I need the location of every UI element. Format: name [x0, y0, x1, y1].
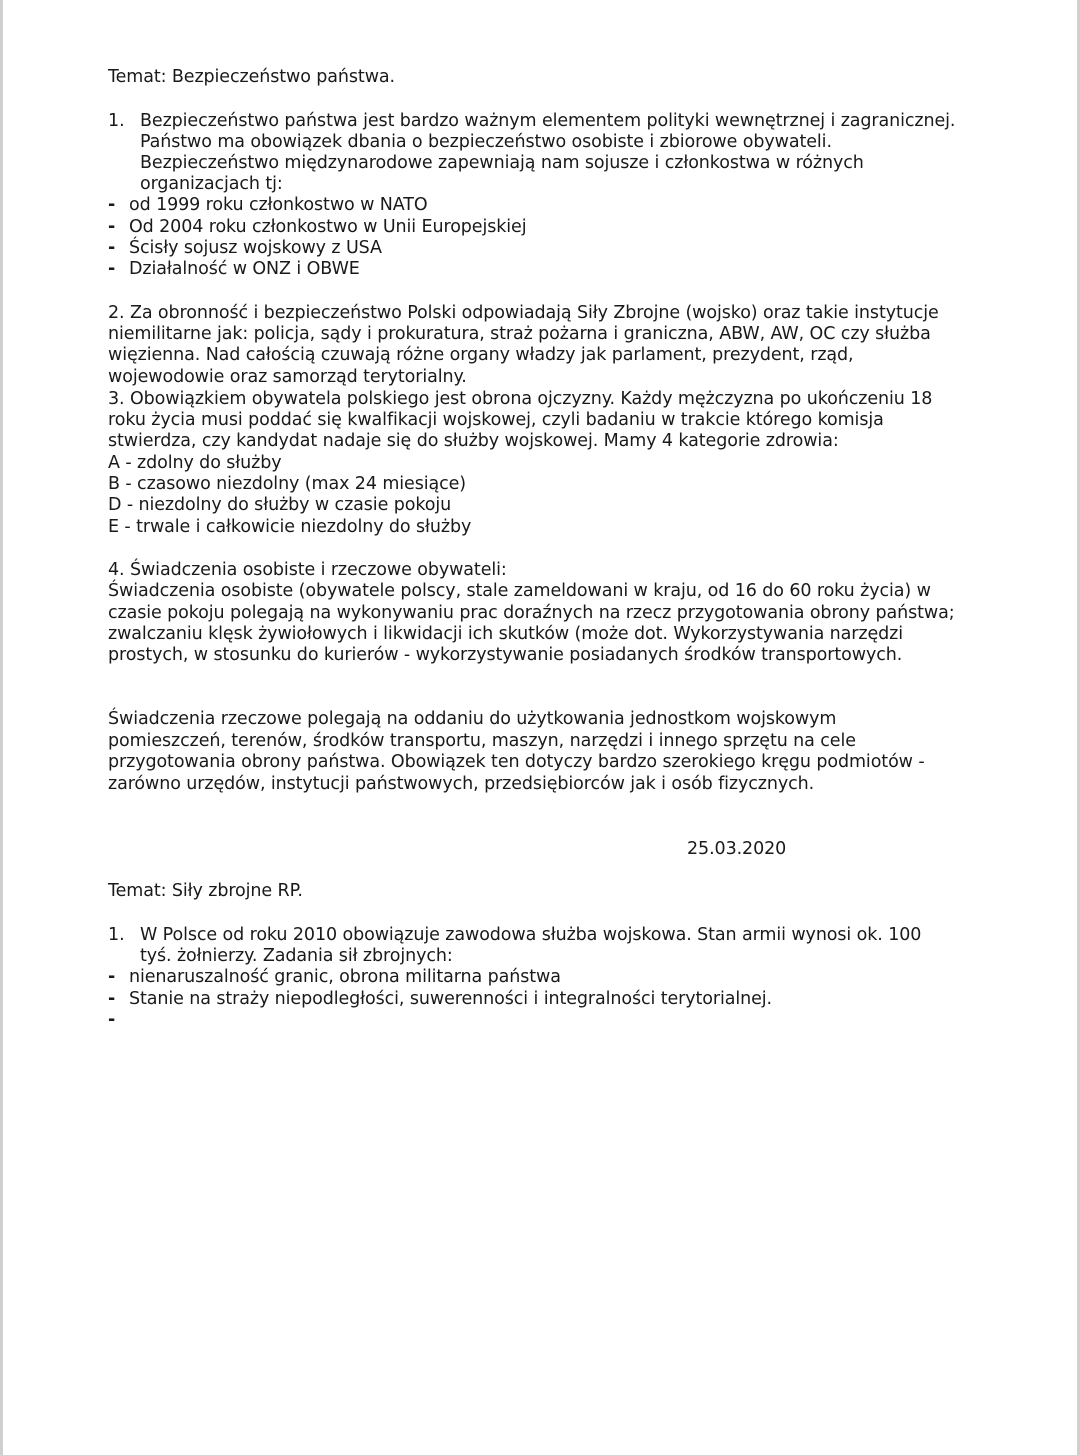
item1-bullet-1: od 1999 roku członkostwo w NATO	[129, 195, 428, 215]
section1-title: Temat: Bezpieczeństwo państwa.	[108, 67, 395, 87]
item4b-line-2: pomieszczeń, terenów, środków transportu, maszyn, narzędzi i innego sprzętu na cele	[108, 731, 856, 751]
item1-bullet-4: Działalność w ONZ i OBWE	[129, 259, 360, 279]
bullet-dash: -	[108, 1010, 116, 1030]
item4-heading: 4. Świadczenia osobiste i rzeczowe obywateli:	[108, 560, 507, 580]
category-e: E - trwale i całkowicie niezdolny do służby	[108, 517, 472, 537]
item4b-line-1: Świadczenia rzeczowe polegają na oddaniu do użytkowania jednostkom wojskowym	[108, 709, 837, 729]
item2-line-1: 2. Za obronność i bezpieczeństwo Polski odpowiadają Siły Zbrojne (wojsko) oraz takie instytucje	[108, 303, 939, 323]
item4-line-5: prostych, w stosunku do kurierów - wykorzystywanie posiadanych środków transportowych.	[108, 645, 903, 665]
item3-line-3: stwierdza, czy kandydat nadaje się do służby wojskowej. Mamy 4 kategorie zdrowia:	[108, 431, 839, 451]
section2-title: Temat: Siły zbrojne RP.	[108, 881, 303, 901]
bullet-dash: -	[108, 238, 116, 258]
bullet-dash: -	[108, 989, 116, 1009]
item4-line-3: czasie pokoju polegają na wykonywaniu prac doraźnych na rzecz przygotowania obrony państwa;	[108, 603, 955, 623]
item1-bullet-3: Ścisły sojusz wojskowy z USA	[129, 238, 382, 258]
item1-line-1: Bezpieczeństwo państwa jest bardzo ważnym elementem polityki wewnętrznej i zagranicznej.	[140, 111, 956, 131]
item1-line-2: Państwo ma obowiązek dbania o bezpieczeństwo osobiste i zbiorowe obywateli.	[140, 132, 832, 152]
category-d: D - niezdolny do służby w czasie pokoju	[108, 495, 452, 515]
section2-item1-number: 1.	[108, 925, 125, 945]
bullet-dash: -	[108, 195, 116, 215]
section2-bullet-2: Stanie na straży niepodległości, suwerenności i integralności terytorialnej.	[129, 989, 772, 1009]
category-a: A - zdolny do służby	[108, 453, 282, 473]
item2-line-3: więzienna. Nad całością czuwają różne organy władzy jak parlament, prezydent, rząd,	[108, 345, 854, 365]
item1-line-3: Bezpieczeństwo międzynarodowe zapewniają nam sojusze i członkostwa w różnych	[140, 153, 864, 173]
item4b-line-4: zarówno urzędów, instytucji państwowych, przedsiębiorców jak i osób fizycznych.	[108, 774, 815, 794]
document-date: 25.03.2020	[687, 839, 787, 859]
bullet-dash: -	[108, 967, 116, 987]
item1-line-4: organizacjach tj:	[140, 174, 283, 194]
section2-item1-line-2: tyś. żołnierzy. Zadania sił zbrojnych:	[140, 946, 453, 966]
item2-line-2: niemilitarne jak: policja, sądy i prokuratura, straż pożarna i graniczna, ABW, AW, OC czy służba	[108, 324, 931, 344]
item3-line-1: 3. Obowiązkiem obywatela polskiego jest obrona ojczyzny. Każdy mężczyzna po ukończeniu 18	[108, 389, 933, 409]
item1-number: 1.	[108, 111, 125, 131]
item1-bullet-2: Od 2004 roku członkostwo w Unii Europejskiej	[129, 217, 527, 237]
item4b-line-3: przygotowania obrony państwa. Obowiązek ten dotyczy bardzo szerokiego kręgu podmiotów -	[108, 752, 925, 772]
category-b: B - czasowo niezdolny (max 24 miesiące)	[108, 474, 467, 494]
section2-bullet-1: nienaruszalność granic, obrona militarna państwa	[129, 967, 561, 987]
bullet-dash: -	[108, 259, 116, 279]
section2-item1-line-1: W Polsce od roku 2010 obowiązuje zawodowa służba wojskowa. Stan armii wynosi ok. 100	[140, 925, 922, 945]
item3-line-2: roku życia musi poddać się kwalfikacji wojskowej, czyli badaniu w trakcie którego komisja	[108, 410, 884, 430]
item4-line-4: zwalczaniu klęsk żywiołowych i likwidacji ich skutków (może dot. Wykorzystywania narzędzi	[108, 624, 903, 644]
item4-line-2: Świadczenia osobiste (obywatele polscy, stale zameldowani w kraju, od 16 do 60 roku życia) w	[108, 581, 931, 601]
bullet-dash: -	[108, 217, 116, 237]
item2-line-4: wojewodowie oraz samorząd terytorialny.	[108, 367, 467, 387]
